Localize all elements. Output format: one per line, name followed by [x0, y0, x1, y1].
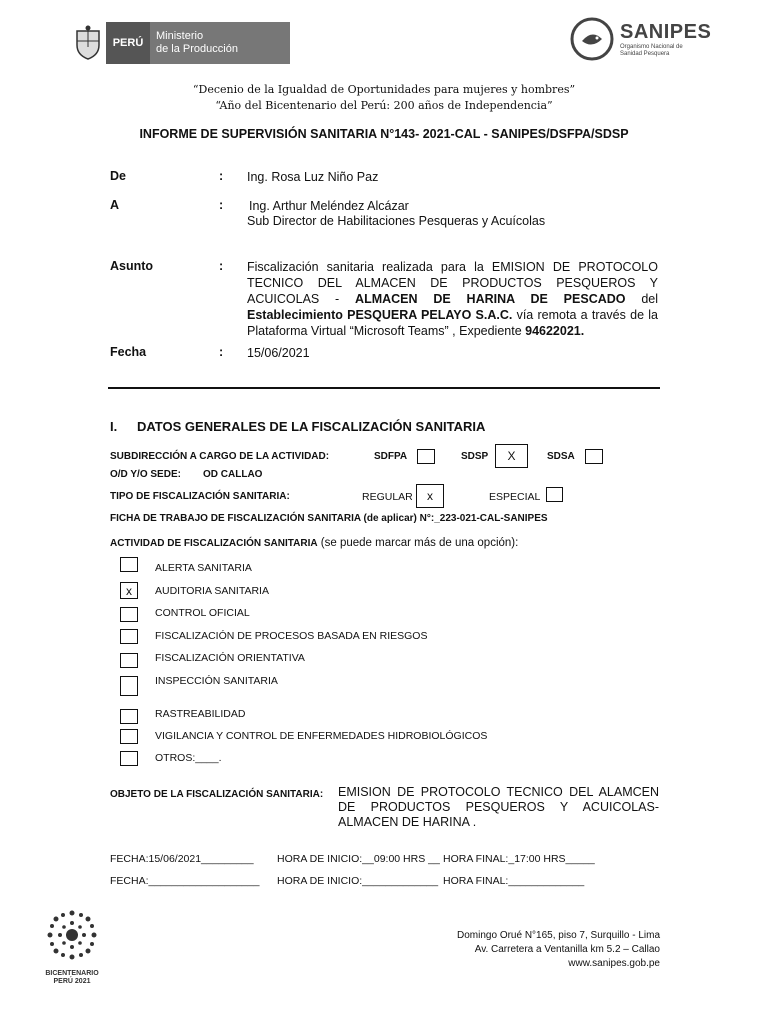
activity-checkbox[interactable] [120, 653, 138, 668]
activity-label: VIGILANCIA Y CONTROL DE ENFERMEDADES HIDROBIOLÓGICOS [155, 730, 488, 742]
asunto-text1: Fiscalización sanitaria realizada para la EMISION DE PROTOCOLO TECNICO DEL ALMACEN DE PRODUCTOS PESQUEROS Y ACUICOLAS - [247, 260, 658, 306]
bicentenario-sun-icon [40, 905, 104, 965]
activity-checkbox[interactable] [120, 676, 138, 696]
activity-checkbox[interactable] [120, 629, 138, 644]
sdsa-label: SDSA [547, 451, 575, 462]
sdsp-checkbox[interactable]: X [495, 444, 528, 468]
section-number: I. [110, 419, 118, 434]
activity-label: FISCALIZACIÓN DE PROCESOS BASADA EN RIESGOS [155, 630, 428, 642]
de-colon: : [219, 169, 224, 183]
od-label: O/D Y/O SEDE: [110, 469, 181, 480]
objeto-value: EMISION DE PROTOCOLO TECNICO DEL ALAMCEN DE PRODUCTOS PESQUEROS Y ACUICOLAS- ALMACEN DE HARINA . [338, 785, 659, 829]
fecha-value: 15/06/2021 [247, 346, 310, 360]
decenio-line1: “Decenio de la Igualdad de Oportunidades para mujeres y hombres” [192, 83, 576, 96]
activity-checkbox[interactable] [120, 751, 138, 766]
de-value: Ing. Rosa Luz Niño Paz [247, 170, 379, 184]
sdfpa-label: SDFPA [374, 451, 408, 462]
row1-final: HORA FINAL:_17:00 HRS_____ [443, 853, 595, 865]
asunto-colon: : [219, 259, 224, 273]
activity-label: ALERTA SANITARIA [155, 562, 252, 574]
sanipes-sub1: Organismo Nacional de [620, 43, 683, 50]
especial-checkbox[interactable] [546, 487, 563, 502]
row2-fecha: FECHA:___________________ [110, 875, 260, 887]
footer-line2: Av. Carretera a Ventanilla km 5.2 – Callao [474, 944, 660, 955]
subdireccion-label: SUBDIRECCIÓN A CARGO DE LA ACTIVIDAD: [110, 451, 330, 462]
asunto-value [247, 259, 658, 339]
asunto-label: Asunto [110, 259, 154, 273]
a-label: A [110, 198, 120, 212]
row2-final: HORA FINAL:_____________ [443, 875, 585, 887]
report-title: INFORME DE SUPERVISIÓN SANITARIA N°143- 2021-CAL - SANIPES/DSFPA/SDSP [139, 127, 629, 141]
gov-logo [70, 22, 290, 64]
decenio-line2: “Año del Bicentenario del Perú: 200 años de Independencia” [215, 99, 553, 112]
tipo-label: TIPO DE FISCALIZACIÓN SANITARIA: [110, 491, 290, 502]
activity-checkbox[interactable]: x [120, 582, 138, 599]
sanipes-name: SANIPES [620, 20, 712, 43]
objeto-label: OBJETO DE LA FISCALIZACIÓN SANITARIA: [110, 789, 324, 800]
peru-label: PERÚ [106, 22, 150, 64]
de-label: De [110, 169, 126, 183]
divider [108, 387, 660, 389]
activity-checkbox[interactable] [120, 709, 138, 724]
row1-inicio: HORA DE INICIO:__09:00 HRS __ [277, 853, 440, 865]
footer-website[interactable]: www.sanipes.gob.pe [568, 958, 660, 969]
ministry-line1: Ministerio [156, 30, 204, 42]
a-value2: Sub Director de Habilitaciones Pesqueras y Acuícolas [247, 214, 546, 228]
asunto-bold1: ALMACEN DE HARINA DE PESCADO [355, 292, 626, 306]
activity-label: RASTREABILIDAD [155, 708, 246, 720]
bicentenario-line2: PERÚ 2021 [53, 978, 91, 985]
fecha-label: Fecha [110, 345, 147, 359]
od-value: OD CALLAO [203, 469, 263, 480]
activity-checkbox[interactable] [120, 607, 138, 622]
asunto-bold2: Establecimiento PESQUERA PELAYO S.A.C. [247, 308, 513, 322]
coat-of-arms-icon [70, 22, 106, 64]
row2-inicio: HORA DE INICIO:_____________ [277, 875, 439, 887]
regular-label: REGULAR [362, 491, 413, 503]
asunto-text3: vía remota a través de la Plataforma Virtual “Microsoft Teams” , Expediente [247, 308, 658, 338]
asunto-text2: del [625, 292, 658, 306]
bicentenario-logo [40, 905, 104, 985]
a-value1: Ing. Arthur Meléndez Alcázar [249, 199, 409, 213]
activity-label: AUDITORIA SANITARIA [155, 585, 269, 597]
actividad-note: (se puede marcar más de una opción): [317, 537, 519, 549]
sanipes-logo [570, 14, 720, 64]
section-title: DATOS GENERALES DE LA FISCALIZACIÓN SANITARIA [137, 419, 486, 434]
actividad-heading [110, 537, 518, 549]
activity-label: CONTROL OFICIAL [155, 607, 250, 619]
sanipes-fish-icon [570, 17, 614, 61]
ministry-line2: de la Producción [156, 43, 238, 55]
fecha-colon: : [219, 345, 224, 359]
sdsa-checkbox[interactable] [585, 449, 603, 464]
activity-label: INSPECCIÓN SANITARIA [155, 675, 278, 687]
footer-line1: Domingo Orué N°165, piso 7, Surquillo - Lima [457, 930, 660, 941]
ficha-label: FICHA DE TRABAJO DE FISCALIZACIÓN SANITARIA (de aplicar) N°:_223-021-CAL-SANIPES [110, 513, 548, 524]
a-colon: : [219, 198, 224, 212]
ministry-label [150, 22, 290, 64]
footer-address [457, 929, 660, 971]
sdfpa-checkbox[interactable] [417, 449, 435, 464]
actividad-label: ACTIVIDAD DE FISCALIZACIÓN SANITARIA [110, 538, 318, 549]
bicentenario-line1: BICENTENARIO [45, 970, 99, 977]
activity-checkbox[interactable] [120, 729, 138, 744]
activity-checkbox[interactable] [120, 557, 138, 572]
sdsp-label: SDSP [461, 451, 489, 462]
asunto-bold3: 94622021. [525, 324, 585, 338]
row1-fecha: FECHA:15/06/2021_________ [110, 853, 254, 865]
especial-label: ESPECIAL [489, 491, 541, 503]
regular-checkbox[interactable]: x [416, 484, 444, 508]
activity-label: OTROS:____. [155, 752, 222, 764]
sanipes-sub2: Sanidad Pesquera [620, 50, 670, 57]
activity-label: FISCALIZACIÓN ORIENTATIVA [155, 652, 305, 664]
